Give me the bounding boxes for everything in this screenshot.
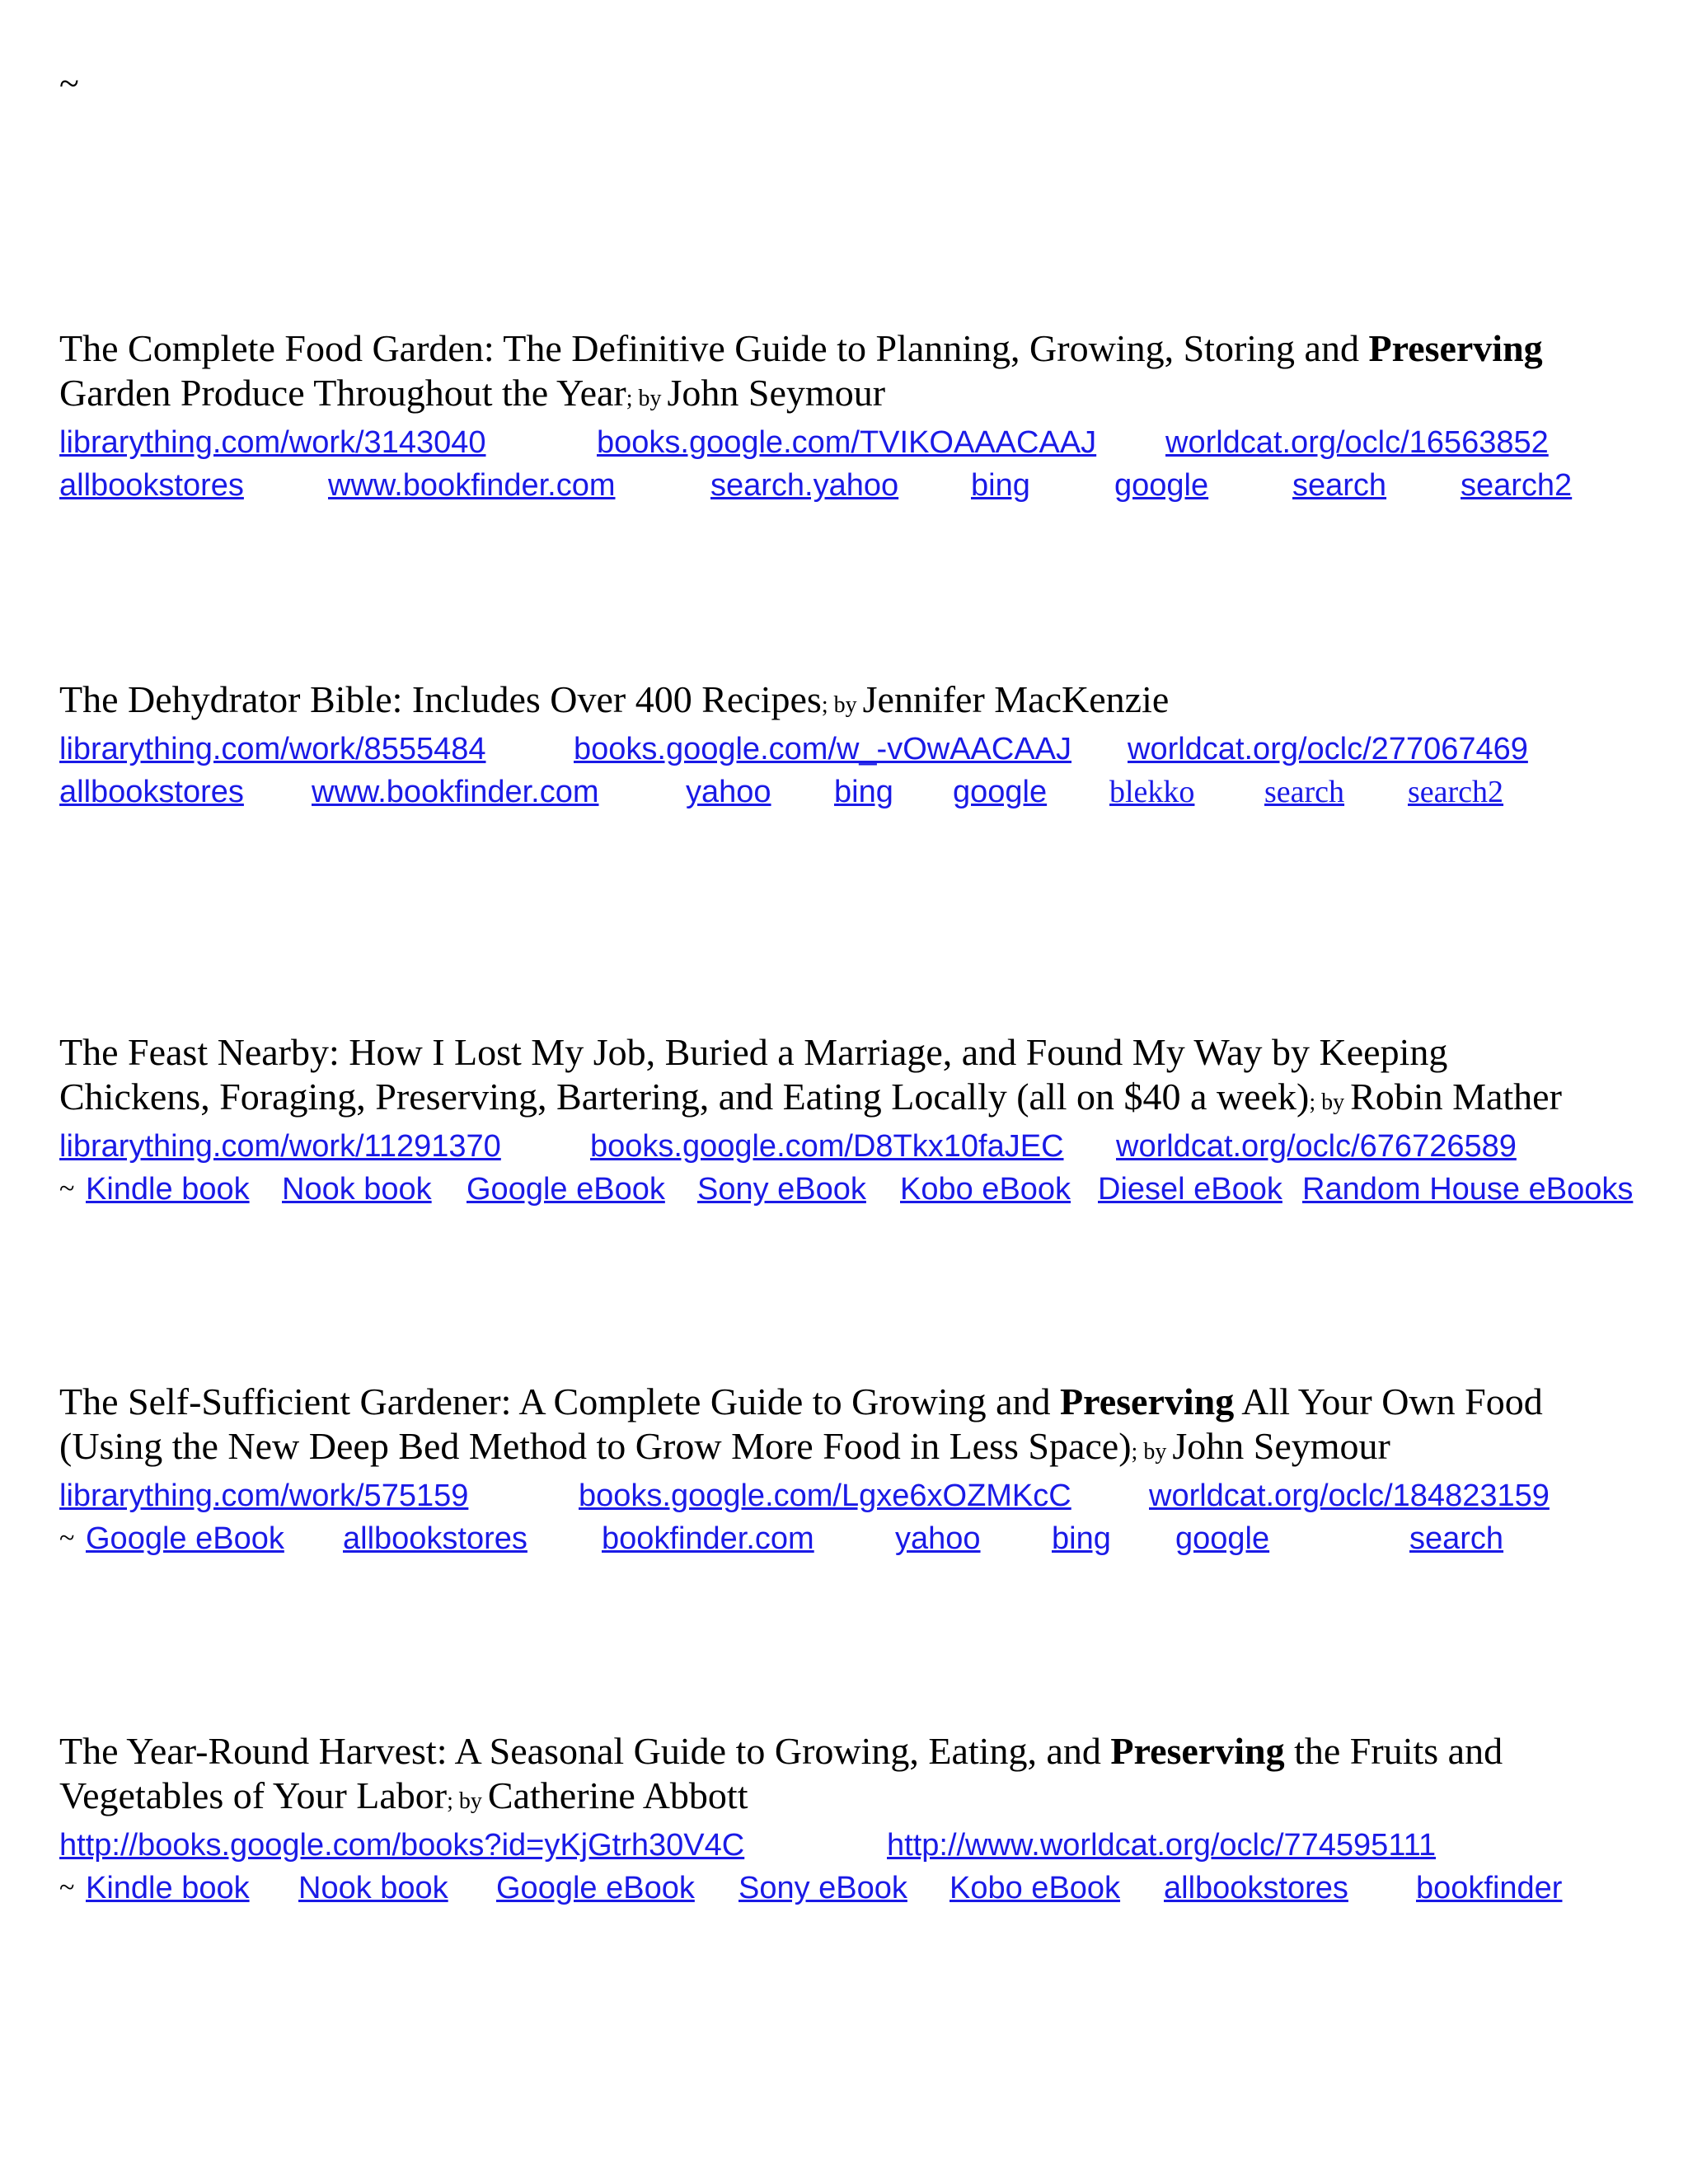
kobo-ebook-link[interactable]: Kobo eBook [950,1871,1121,1905]
google-books-link[interactable]: books.google.com/TVIKOAAACAAJ [597,425,1097,460]
bing-link[interactable]: bing [834,775,893,809]
book-entry [59,1030,1658,1211]
librarything-link[interactable]: librarything.com/work/8555484 [59,732,486,766]
random-house-ebooks-link[interactable]: Random House eBooks [1302,1172,1634,1207]
allbookstores-link[interactable]: allbookstores [59,775,244,809]
librarything-link[interactable]: librarything.com/work/575159 [59,1479,469,1513]
allbookstores-link[interactable]: allbookstores [59,468,244,503]
title-text: the Fruits and [1284,1730,1503,1772]
author: Catherine Abbott [487,1774,748,1816]
search-link[interactable]: search [1292,468,1387,503]
allbookstores-link[interactable]: allbookstores [343,1521,528,1556]
worldcat-link[interactable]: worldcat.org/oclc/277067469 [1128,732,1528,766]
google-link[interactable]: google [953,775,1048,809]
ebook-links-row [59,1867,1658,1910]
sony-ebook-link[interactable]: Sony eBook [738,1871,907,1905]
author: Jennifer MacKenzie [862,678,1170,720]
title-text: (Using the New Deep Bed Method to Grow More Food in Less Space) [59,1425,1132,1467]
google-books-link[interactable]: books.google.com/Lgxe6xOZMKcC [579,1479,1071,1513]
google-link[interactable]: google [1114,468,1209,503]
bing-link[interactable]: bing [1052,1521,1111,1556]
kindle-link[interactable]: Kindle book [86,1871,250,1905]
book-title [59,326,1658,371]
title-text: Vegetables of Your Labor [59,1774,448,1816]
google-ebook-link[interactable]: Google eBook [467,1172,665,1207]
book-title-line2 [59,1075,1658,1125]
title-keyword: Preserving [1368,327,1543,369]
title-text: The Feast Nearby: How I Lost My Job, Buried a Marriage, and Found My Way by Keeping [59,1031,1448,1073]
by-label: ; by [447,1788,488,1814]
nook-link[interactable]: Nook book [282,1172,432,1207]
diesel-ebook-link[interactable]: Diesel eBook [1098,1172,1282,1207]
yahoo-link[interactable]: yahoo [895,1521,981,1556]
worldcat-link[interactable]: worldcat.org/oclc/16563852 [1165,425,1549,460]
sony-ebook-link[interactable]: Sony eBook [697,1172,866,1207]
title-text: The Dehydrator Bible: Includes Over 400 Recipes [59,678,822,720]
google-books-link[interactable]: books.google.com/D8Tkx10faJEC [590,1129,1064,1164]
book-title-line2 [59,1774,1658,1824]
google-books-link[interactable]: books.google.com/w_-vOwAACAAJ [574,732,1072,766]
worldcat-link[interactable]: http://www.worldcat.org/oclc/774595111 [887,1828,1437,1863]
search-link[interactable]: search [1409,1521,1504,1556]
book-title [59,1030,1658,1075]
title-text: The Self-Sufficient Gardener: A Complete Guide to Growing and [59,1380,1061,1422]
bookfinder-link[interactable]: bookfinder [1416,1871,1563,1905]
worldcat-link[interactable]: worldcat.org/oclc/676726589 [1116,1129,1517,1164]
title-keyword: Preserving [1110,1730,1285,1772]
search-links-row [59,1517,1658,1560]
catalog-links-row [59,421,1658,464]
book-title [59,677,1658,728]
kindle-link[interactable]: Kindle book [86,1172,250,1207]
google-ebook-link[interactable]: Google eBook [496,1871,695,1905]
bing-link[interactable]: bing [971,468,1030,503]
search-links-row [59,771,1658,813]
google-ebook-link[interactable]: Google eBook [86,1521,284,1556]
google-link[interactable]: google [1175,1521,1270,1556]
book-entry [59,1729,1658,1910]
title-keyword: Preserving [1060,1380,1235,1422]
catalog-links-row [59,1474,1658,1517]
nook-link[interactable]: Nook book [298,1871,448,1905]
author: John Seymour [667,372,886,414]
librarything-link[interactable]: librarything.com/work/11291370 [59,1129,501,1164]
title-text: The Complete Food Garden: The Definitive Guide to Planning, Growing, Storing and [59,327,1369,369]
author: Robin Mather [1350,1076,1562,1118]
book-entry [59,326,1658,507]
tilde-marker: ~ [59,1174,75,1204]
worldcat-link[interactable]: worldcat.org/oclc/184823159 [1149,1479,1550,1513]
blekko-link[interactable]: blekko [1109,775,1195,809]
catalog-links-row [59,1824,1658,1867]
book-title [59,1729,1658,1774]
book-title [59,1380,1658,1424]
tilde-marker: ~ [59,1872,75,1903]
book-entry [59,677,1658,813]
by-label: ; by [1309,1090,1351,1115]
by-label: ; by [1131,1439,1173,1465]
yahoo-link[interactable]: yahoo [686,775,771,809]
book-title-line2 [59,371,1658,421]
tilde-marker: ~ [59,1523,75,1554]
bookfinder-link[interactable]: bookfinder.com [602,1521,814,1556]
book-entry [59,1380,1658,1560]
ebook-links-row [59,1168,1658,1211]
title-text: All Your Own Food [1234,1380,1543,1422]
author: John Seymour [1172,1425,1390,1467]
top-tilde: ~ [59,63,79,104]
book-title-line2 [59,1424,1658,1474]
bookfinder-link[interactable]: www.bookfinder.com [328,468,616,503]
search2-link[interactable]: search2 [1461,468,1573,503]
title-text: Chickens, Foraging, Preserving, Bartering, and Eating Locally (all on $40 a week) [59,1076,1310,1118]
bookfinder-link[interactable]: www.bookfinder.com [312,775,599,809]
title-text: Garden Produce Throughout the Year [59,372,626,414]
catalog-links-row [59,1125,1658,1168]
catalog-links-row [59,728,1658,771]
google-books-link[interactable]: http://books.google.com/books?id=yKjGtrh30V4C [59,1828,745,1863]
search-link[interactable]: search [1264,775,1345,809]
by-label: ; by [821,692,863,718]
title-text: The Year-Round Harvest: A Seasonal Guide to Growing, Eating, and [59,1730,1111,1772]
allbookstores-link[interactable]: allbookstores [1164,1871,1348,1905]
search-links-row [59,464,1658,507]
librarything-link[interactable]: librarything.com/work/3143040 [59,425,486,460]
kobo-ebook-link[interactable]: Kobo eBook [900,1172,1071,1207]
search2-link[interactable]: search2 [1408,775,1504,809]
by-label: ; by [626,386,668,411]
yahoo-link[interactable]: search.yahoo [710,468,899,503]
